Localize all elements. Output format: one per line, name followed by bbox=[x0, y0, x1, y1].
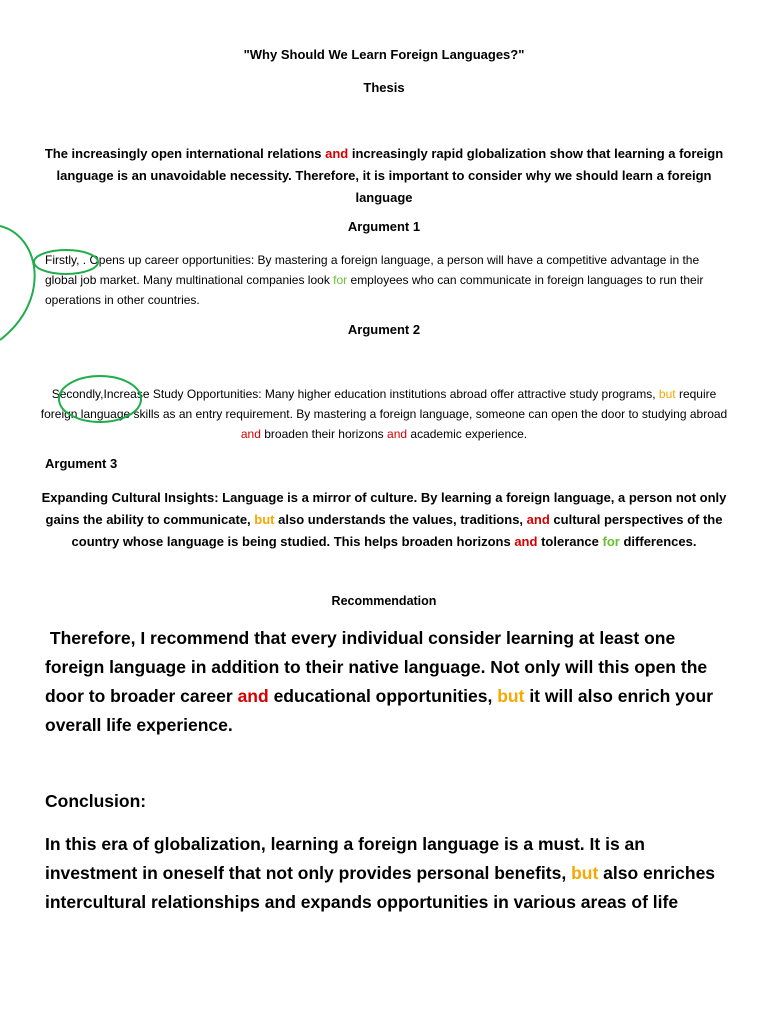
connector-but: but bbox=[497, 686, 525, 706]
argument3-text-3: cultural perspectives of the country whose language is being studied. This helps broaden horizons bbox=[71, 512, 723, 549]
argument3-text-2: also understands the values, traditions, bbox=[278, 512, 524, 527]
conclusion-heading: Conclusion: bbox=[45, 791, 147, 811]
thesis-heading: Thesis bbox=[363, 80, 405, 95]
argument3-text-1: Expanding Cultural Insights: Language is a mirror of culture. By learning a foreign language, a person not only gains the ability to communicate, bbox=[41, 490, 727, 527]
recommendation-paragraph bbox=[45, 624, 735, 740]
argument1-text-1: Firstly, . Opens up career opportunities: By mastering a foreign language, a person will have a competitive advantage in the global job market. Many multinational companies look bbox=[45, 253, 700, 287]
document-title: "Why Should We Learn Foreign Languages?" bbox=[243, 47, 525, 62]
connector-but: but bbox=[571, 863, 599, 883]
conclusion-text-1: In this era of globalization, learning a foreign language is a must. It is an investment in oneself that not only provides personal benefits, bbox=[45, 834, 645, 883]
argument3-text-5: differences. bbox=[623, 534, 697, 549]
connector-and: and bbox=[514, 534, 538, 549]
connector-and: and bbox=[240, 427, 261, 441]
connector-and: and bbox=[526, 512, 550, 527]
thesis-text-2: increasingly rapid globalization show that learning a foreign language is an unavoidable necessity. Therefore, it is important to consider why we should learn a foreign language bbox=[56, 146, 724, 205]
connector-and: and bbox=[387, 427, 408, 441]
connector-but: but bbox=[254, 512, 275, 527]
conclusion-text-2: also enriches intercultural relationships and expands opportunities in various areas of life bbox=[45, 863, 716, 912]
argument2-paragraph bbox=[40, 384, 728, 444]
argument2-text-3: broaden their horizons bbox=[264, 427, 384, 441]
recommendation-text-1: Therefore, I recommend that every individual consider learning at least one foreign language in addition to their native language. Not only will this open the door to broader career bbox=[45, 628, 708, 706]
connector-and: and bbox=[237, 686, 269, 706]
argument2-text-1: Secondly,Increase Study Opportunities: Many higher education institutions abroad offer attractive study programs, bbox=[51, 387, 656, 401]
recommendation-text-3: it will also enrich your overall life experience. bbox=[45, 686, 714, 735]
argument2-text-4: academic experience. bbox=[410, 427, 528, 441]
argument1-text-2: employees who can communicate in foreign languages to run their operations in other countries. bbox=[45, 273, 704, 307]
connector-for: for bbox=[602, 534, 620, 549]
argument3-text-4: tolerance bbox=[541, 534, 599, 549]
conclusion-paragraph bbox=[45, 830, 735, 917]
argument3-paragraph bbox=[40, 487, 728, 553]
connector-for: for bbox=[333, 273, 348, 287]
argument1-paragraph bbox=[45, 250, 725, 310]
recommendation-text-2: educational opportunities, bbox=[273, 686, 493, 706]
argument3-heading: Argument 3 bbox=[45, 456, 118, 471]
thesis-text-1: The increasingly open international relations bbox=[44, 146, 322, 161]
recommendation-heading: Recommendation bbox=[331, 594, 437, 608]
argument2-text-2: require foreign language skills as an entry requirement. By mastering a foreign language, someone can open the door to studying abroad bbox=[40, 387, 728, 421]
connector-but: but bbox=[658, 387, 676, 401]
argument2-heading: Argument 2 bbox=[347, 322, 421, 337]
thesis-paragraph bbox=[40, 143, 728, 209]
argument1-heading: Argument 1 bbox=[347, 219, 421, 234]
connector-and: and bbox=[325, 146, 349, 161]
